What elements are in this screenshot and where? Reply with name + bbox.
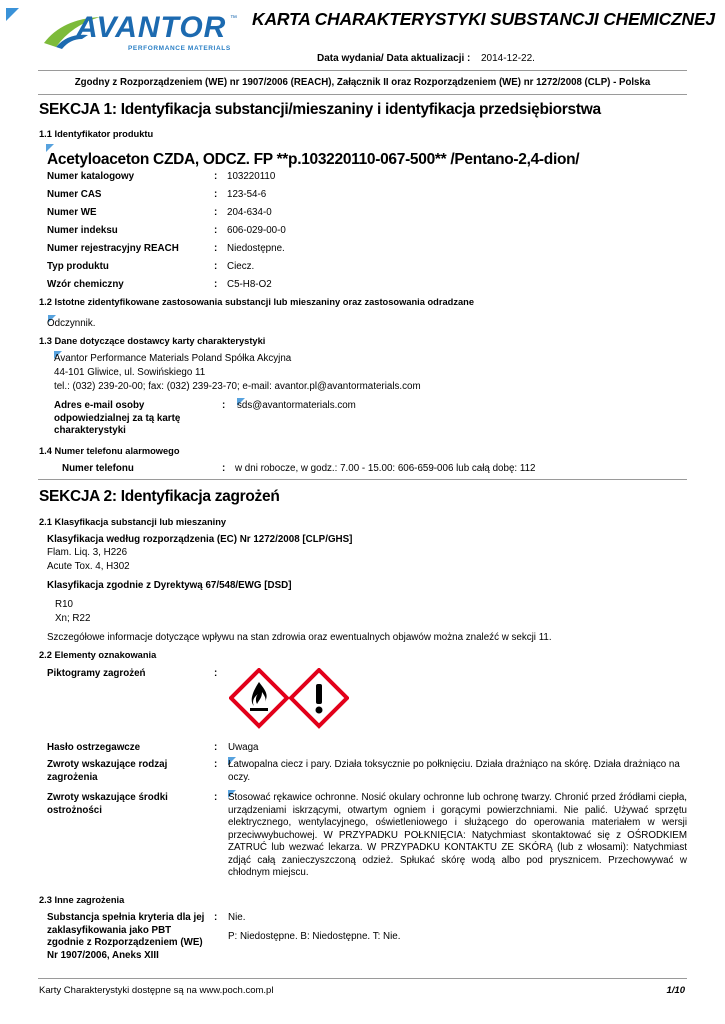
product-name: Acetyloaceton CZDA, ODCZ. FP **p.103220110-067-500** /Pentano-2,4-dion/ [47, 151, 580, 168]
dsd-class: Xn; R22 [55, 613, 91, 624]
colon: : [214, 759, 218, 770]
field-value: 204-634-0 [227, 207, 272, 218]
colon: : [222, 400, 226, 411]
field-label: Wzór chemiczny [47, 279, 124, 290]
field-label: Numer katalogowy [47, 171, 135, 182]
subsection-2-3: 2.3 Inne zagrożenia [39, 895, 125, 905]
colon: : [214, 225, 218, 236]
colon: : [214, 243, 218, 254]
field-value: 103220110 [227, 171, 276, 182]
avantor-logo [42, 11, 242, 55]
ghs-pictograms [229, 668, 349, 730]
footer-divider [38, 978, 687, 979]
dsd-heading: Klasyfikacja zgodnie z Dyrektywą 67/548/EWG [DSD] [47, 580, 292, 591]
field-label: Typ produktu [47, 261, 109, 272]
subsection-2-1: 2.1 Klasyfikacja substancji lub mieszaniny [39, 517, 227, 527]
date-label: Data wydania/ Data aktualizacji [317, 53, 465, 64]
supplier-contact: tel.: (032) 239-20-00; fax: (032) 239-23-70; e-mail: avantor.pl@avantormaterials.com [54, 381, 421, 392]
phone-value: w dni robocze, w godz.: 7.00 - 15.00: 606-659-006 lub całą dobę: 112 [235, 463, 536, 474]
section-2-title: SEKCJA 2: Identyfikacja zagrożeń [39, 488, 280, 505]
flame-pictogram-icon [231, 670, 287, 726]
details-note: Szczegółowe informacje dotyczące wpływu na stan zdrowia oraz ewentualnych objawów można znaleźć w sekcji 11. [47, 632, 552, 643]
date-value: 2014-12-22. [481, 53, 535, 64]
document-title: KARTA CHARAKTERYSTYKI SUBSTANCJI CHEMICZNEJ [252, 9, 715, 29]
colon: : [214, 742, 218, 753]
colon: : [214, 792, 218, 803]
supplier-address: 44-101 Gliwice, ul. Sowińskiego 11 [54, 367, 206, 378]
precaution-label: Zwroty wskazujące środki ostrożności [47, 792, 168, 816]
field-label: Numer indeksu [47, 225, 118, 236]
use-text: Odczynnik. [47, 318, 96, 329]
colon: : [222, 463, 226, 474]
regulation-line: Zgodny z Rozporządzeniem (WE) nr 1907/2006 (REACH), Załącznik II oraz Rozporządzeniem (WE) nr 1272/2008 (CLP) - Polska [74, 77, 651, 88]
date-colon: : [467, 53, 471, 64]
colon: : [214, 207, 218, 218]
field-value: C5-H8-O2 [227, 279, 272, 290]
field-value: 123-54-6 [227, 189, 267, 200]
colon: : [214, 261, 218, 272]
subsection-1-4: 1.4 Numer telefonu alarmowego [39, 446, 180, 456]
corner-mark-icon [6, 8, 19, 21]
logo-tm: ™ [230, 15, 237, 22]
clp-class: Flam. Liq. 3, H226 [47, 547, 128, 558]
field-label: Numer CAS [47, 189, 102, 200]
field-value: Ciecz. [227, 261, 255, 272]
precautionary-statements: Stosować rękawice ochronne. Nosić okulary ochronne lub ochronę twarzy. Chronić przed źródłami ciepła, urządzeniami iskrzącymi, otwartym ogniem i gorącymi powierzchniami. Nie palić. Używać sprzętu elektrycznego, wentylacyjnego, oświetleniowego i służącego do operowania materiałem w wersji przeciwwybuchowej. W PRZYPADKU POŁKNIĘCIA: Natychmiast skontaktować się z OŚRODKIEM ZATRUĆ lub wezwać lekarza. W PRZYPADKU KONTAKTU ZE SKÓRĄ (lub z włosami): Natychmiast zdjąć całą zanieczyszczoną odzież. Spłukać skórę wodą albo pod prysznicem. Przechowywać w chłodnym miejscu. [228, 792, 687, 878]
clp-class: Acute Tox. 4, H302 [47, 561, 130, 572]
field-value: 606-029-00-0 [227, 225, 286, 236]
colon: : [214, 279, 218, 290]
footer-note: Karty Charakterystyki dostępne są na www.poch.com.pl [39, 985, 274, 996]
header-divider [38, 70, 687, 71]
email-label: Adres e-mail osoby odpowiedzialnej za tą kartę charakterystyki [54, 400, 181, 436]
pbt-label: Substancja spełnia kryteria dla jej zaklasyfikowania jako PBT zgodnie z Rozporządzeniem (WE) Nr 1907/2006, Aneks XIII [47, 912, 205, 961]
section-1-title: SEKCJA 1: Identyfikacja substancji/mieszaniny i identyfikacja przedsiębiorstwa [39, 101, 601, 118]
logo-wordmark: AVANTOR [76, 11, 227, 44]
field-label: Numer WE [47, 207, 97, 218]
pictograms-label: Piktogramy zagrożeń [47, 668, 146, 679]
subsection-1-3: 1.3 Dane dotyczące dostawcy karty charakterystyki [39, 336, 266, 346]
page-number: 1/10 [666, 985, 685, 996]
logo-subtitle: PERFORMANCE MATERIALS [128, 45, 231, 52]
supplier-name: Avantor Performance Materials Poland Spółka Akcyjna [54, 353, 292, 364]
signal-value: Uwaga [228, 742, 259, 753]
field-value: Niedostępne. [227, 243, 285, 254]
colon: : [214, 912, 218, 923]
colon: : [214, 189, 218, 200]
field-label: Numer rejestracyjny REACH [47, 243, 179, 254]
hazard-statements: Łatwopalna ciecz i pary. Działa toksycznie po połknięciu. Działa drażniąco na skórę. Działa drażniąco na oczy. [228, 759, 680, 783]
pbt-detail: P: Niedostępne. B: Niedostępne. T: Nie. [228, 931, 401, 942]
clp-heading: Klasyfikacja według rozporządzenia (EC) Nr 1272/2008 [CLP/GHS] [47, 534, 353, 545]
subsection-1-1: 1.1 Identyfikator produktu [39, 129, 154, 139]
subsection-1-2: 1.2 Istotne zidentyfikowane zastosowania substancji lub mieszaniny oraz zastosowania odradzane [39, 297, 474, 307]
header-divider-2 [38, 94, 687, 95]
email-link[interactable]: sds@avantormaterials.com [237, 400, 356, 411]
hazard-label: Zwroty wskazujące rodzaj zagrożenia [47, 759, 168, 783]
phone-label: Numer telefonu [62, 463, 134, 474]
section-divider [38, 479, 687, 480]
subsection-2-2: 2.2 Elementy oznakowania [39, 650, 157, 660]
pbt-value: Nie. [228, 912, 246, 923]
dsd-class: R10 [55, 599, 73, 610]
exclamation-pictogram-icon [291, 670, 347, 726]
colon: : [214, 668, 218, 679]
signal-label: Hasło ostrzegawcze [47, 742, 141, 753]
colon: : [214, 171, 218, 182]
